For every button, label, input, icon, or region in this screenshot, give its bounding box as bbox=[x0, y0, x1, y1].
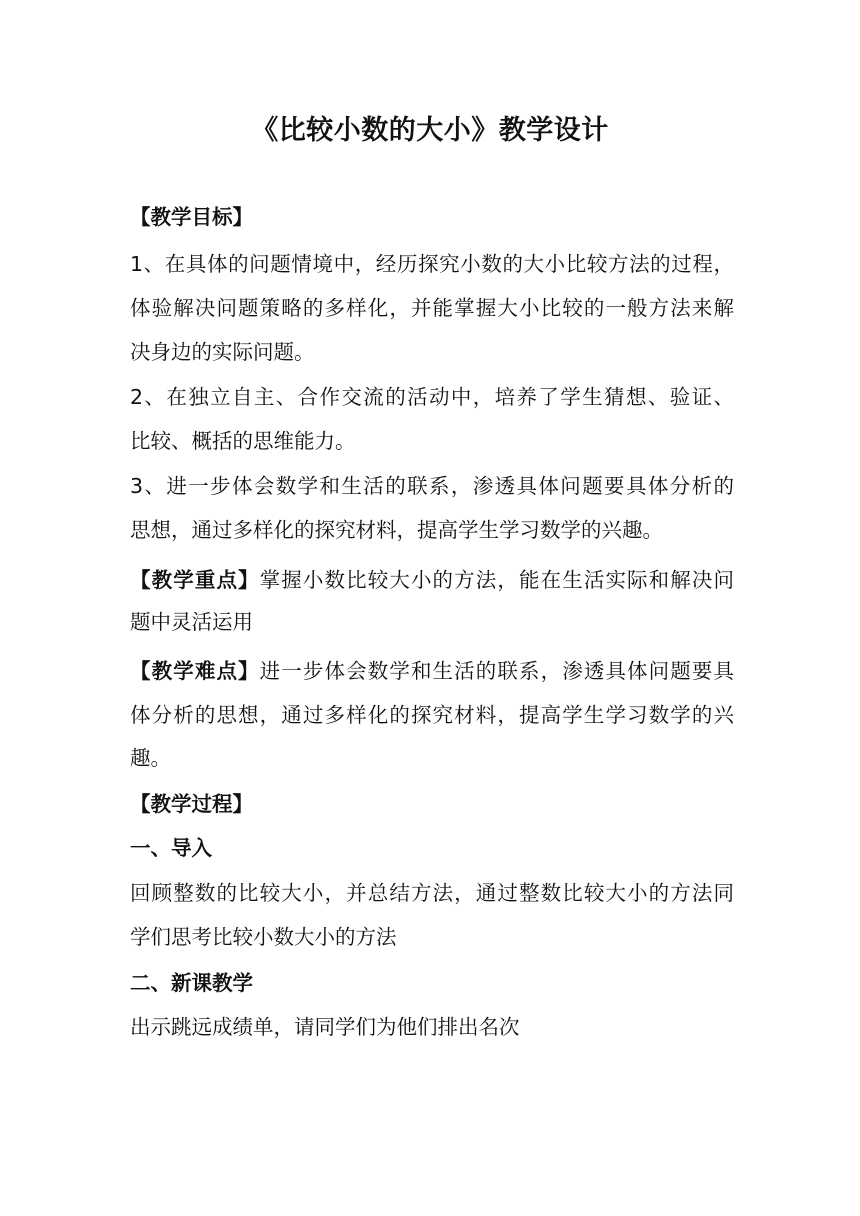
objective-1-line-2: 体验解决问题策略的多样化，并能掌握大小比较的一般方法来解 bbox=[130, 296, 734, 320]
objectives-heading: 【教学目标】 bbox=[130, 205, 253, 229]
difficulty-line-3: 趣。 bbox=[130, 746, 171, 770]
objective-2-line-2: 比较、概括的思维能力。 bbox=[130, 429, 356, 453]
objective-3-line-2: 思想，通过多样化的探究材料，提高学生学习数学的兴趣。 bbox=[130, 518, 663, 542]
objective-1-line-3: 决身边的实际问题。 bbox=[130, 340, 315, 364]
section-1-line-1: 回顾整数的比较大小，并总结方法，通过整数比较大小的方法同 bbox=[130, 881, 734, 905]
difficulty-line-1 bbox=[130, 650, 734, 693]
section-2-heading: 二、新课教学 bbox=[130, 971, 253, 995]
section-1-heading: 一、导入 bbox=[130, 836, 212, 860]
objective-3-line-1: 3、进一步体会数学和生活的联系，渗透具体问题要具体分析的 bbox=[130, 474, 734, 498]
objective-1-line-1: 1、在具体的问题情境中，经历探究小数的大小比较方法的过程， bbox=[130, 252, 734, 276]
objective-2-line-1: 2、在独立自主、合作交流的活动中，培养了学生猜想、验证、 bbox=[130, 385, 734, 409]
key-point-line-2: 题中灵活运用 bbox=[130, 610, 253, 634]
difficulty-label: 【教学难点】 bbox=[130, 659, 260, 683]
section-1-line-2: 学们思考比较小数大小的方法 bbox=[130, 925, 397, 949]
key-point-label: 【教学重点】 bbox=[130, 568, 260, 592]
difficulty-line-2: 体分析的思想，通过多样化的探究材料，提高学生学习数学的兴 bbox=[130, 703, 734, 727]
document-title: 《比较小数的大小》教学设计 bbox=[251, 115, 609, 146]
key-point-line-1 bbox=[130, 559, 734, 602]
process-heading: 【教学过程】 bbox=[130, 792, 253, 816]
difficulty-text: 进一步体会数学和生活的联系，渗透具体问题要具 bbox=[259, 659, 734, 683]
key-point-text: 掌握小数比较大小的方法，能在生活实际和解决问 bbox=[259, 568, 734, 592]
section-2-line-1: 出示跳远成绩单，请同学们为他们排出名次 bbox=[130, 1015, 520, 1039]
